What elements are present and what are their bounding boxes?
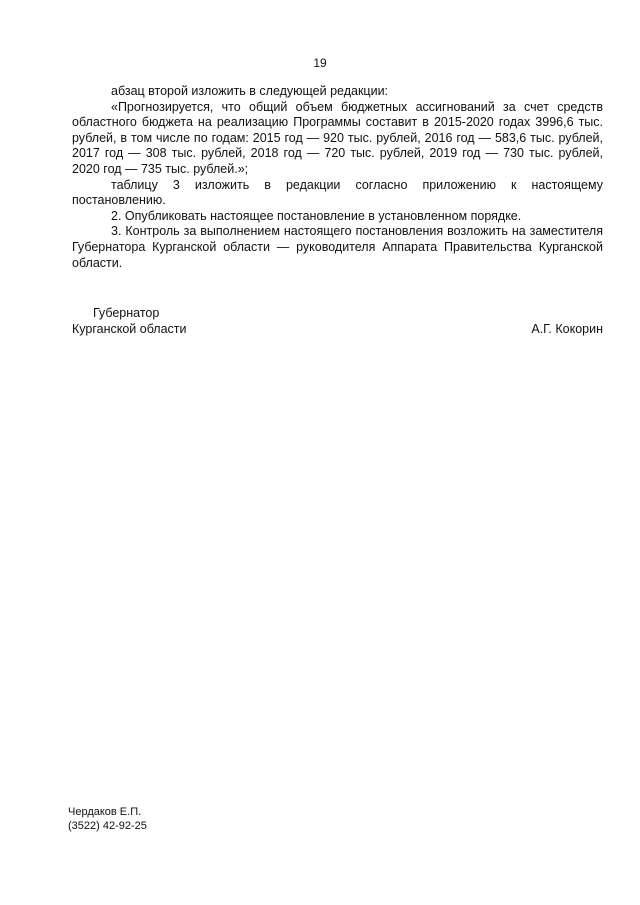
document-body (72, 84, 603, 271)
paragraph-control: 3. Контроль за выполнением настоящего постановления возложить на заместителя Губернатора Курганской области — руководителя Аппарата Правительства Курганской области. (72, 224, 603, 270)
contact-block (68, 805, 147, 833)
signature-title-line1: Губернатор (93, 306, 160, 320)
paragraph-table: таблицу 3 изложить в редакции согласно приложению к настоящему постановлению. (72, 177, 603, 208)
paragraph-intro: абзац второй изложить в следующей редакции: (111, 84, 389, 98)
paragraph-publish: 2. Опубликовать настоящее постановление в установленном порядке. (111, 208, 522, 223)
signature-title-line2: Курганской области (72, 322, 187, 336)
signature-name: А.Г. Кокорин (531, 322, 603, 336)
page-number: 19 (313, 56, 327, 70)
contact-phone: (3522) 42-92-25 (68, 820, 147, 832)
contact-name: Чердаков Е.П. (68, 806, 142, 818)
signature-block (72, 305, 603, 337)
paragraph-quote: «Прогнозируется, что общий объем бюджетных ассигнований за счет средств областного бюджета на реализацию Программы составит в 2015-2020 годах 3996,6 тыс. рублей, в том числе по годам: 2015 год — 920 тыс. рублей, 2016 год — 583,6 тыс. рублей, 2017 год — 308 тыс. рублей, 2018 год — 720 тыс. рублей, 2019 год — 730 тыс. рублей, 2020 год — 735 тыс. рублей.»; (72, 99, 603, 176)
